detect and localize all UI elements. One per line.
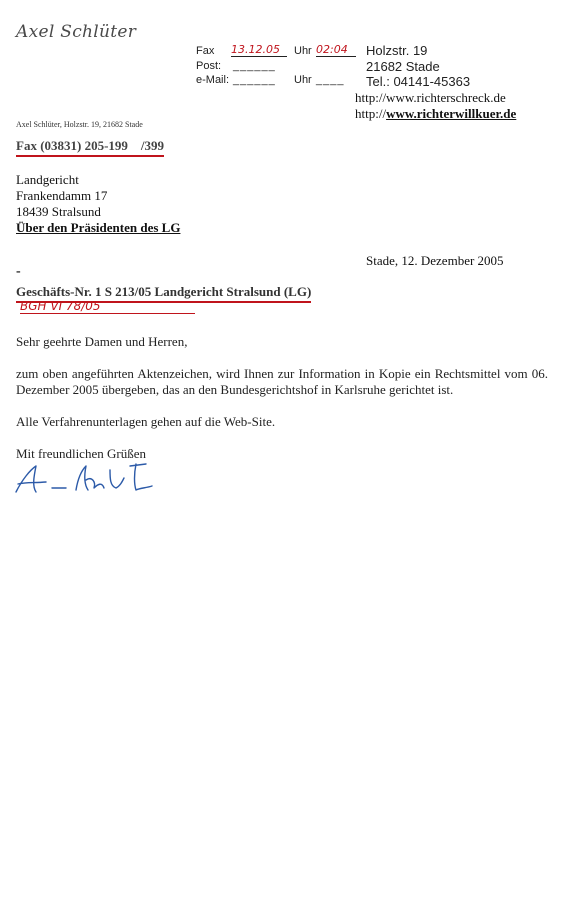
fax-time-handwritten: 02:04 — [316, 43, 356, 57]
sender-return-line: Axel Schlüter, Holzstr. 19, 21682 Stade — [16, 120, 143, 129]
body-paragraph-1: zum oben angeführten Aktenzeichen, wird Ihnen zur Information in Kopie ein Rechtsmittel vom 06. Dezember 2005 übergeben, das an den Bundesgerichtshof in Karlsruhe gerichtet ist. — [16, 366, 548, 397]
city: 21682 Stade — [366, 59, 440, 74]
recipient-line-4: Über den Präsidenten des LG — [16, 220, 181, 235]
telephone: Tel.: 04141-45363 — [366, 74, 471, 89]
website-link-1[interactable]: http://www.richterschreck.de — [355, 90, 506, 105]
recipient-line-2: Frankendamm 17 — [16, 188, 108, 203]
fax-number-line — [16, 138, 164, 157]
street: Holzstr. 19 — [366, 43, 428, 58]
recipient-line-3: 18439 Stralsund — [16, 204, 101, 219]
website-link-2-prefix: http:// — [355, 106, 387, 121]
reference-number: Geschäfts-Nr. 1 S 213/05 Landgericht Stralsund (LG) — [16, 284, 311, 303]
post-blank: ______ — [233, 60, 276, 72]
recipient-address — [16, 172, 180, 236]
recipient-line-1: Landgericht — [16, 172, 79, 187]
website-link-2[interactable] — [355, 106, 516, 122]
fax-number: Fax (03831) 205-199 /399 — [16, 138, 164, 157]
signature — [12, 458, 162, 498]
reference-handwritten: BGH VI 78/05 — [20, 299, 195, 314]
salutation: Sehr geehrte Damen und Herren, — [16, 334, 188, 349]
letterhead-name: Axel Schlüter — [16, 22, 137, 42]
uhr2-blank: ____ — [316, 74, 345, 86]
dash-mark: - — [16, 264, 21, 279]
closing: Mit freundlichen Grüßen — [16, 446, 146, 461]
uhr-label: Uhr — [294, 45, 312, 57]
body-paragraph-2: Alle Verfahrenunterlagen gehen auf die Web-Site. — [16, 414, 276, 429]
fax-date-handwritten: 13.12.05 — [231, 43, 287, 57]
email-blank: ______ — [233, 74, 276, 86]
fax-label: Fax — [196, 45, 215, 57]
letter-date: Stade, 12. Dezember 2005 — [366, 253, 504, 268]
email-label: e-Mail: — [196, 74, 230, 86]
uhr2-label: Uhr — [294, 74, 312, 86]
post-label: Post: — [196, 60, 222, 72]
website-link-2-domain: www.richterwillkuer.de — [386, 106, 517, 121]
